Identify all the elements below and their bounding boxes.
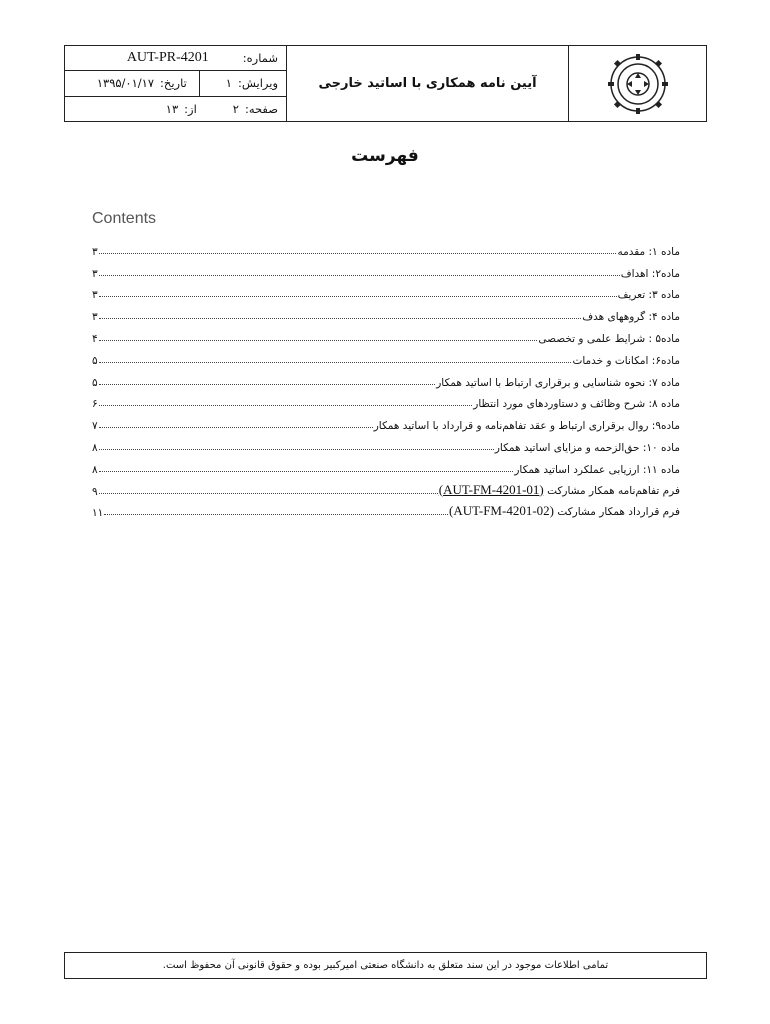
toc-entry-text: ماده۲: اهداف — [620, 267, 680, 280]
toc-leader — [99, 340, 538, 341]
toc-entry-page: ۵ — [92, 376, 98, 389]
toc-entry-page: ۳ — [92, 267, 98, 280]
toc-entry[interactable] — [92, 432, 680, 454]
document-title: آیین نامه همکاری با اساتید خارجی — [286, 46, 568, 121]
toc-leader — [99, 405, 473, 406]
toc-leader — [99, 384, 436, 385]
toc-entry[interactable] — [92, 476, 680, 498]
date-label: تاریخ: — [160, 76, 187, 91]
toc-leader — [99, 449, 494, 450]
toc-entry-text: ماده ۳: تعریف — [617, 289, 680, 302]
of-label: از: — [184, 101, 197, 116]
toc-entry-text: ماده۶: امکانات و خدمات — [572, 354, 680, 367]
toc-entry[interactable] — [92, 389, 680, 411]
page-label: صفحه: — [244, 101, 278, 116]
meta-row-number — [65, 46, 286, 70]
date-value: ۱۳۹۵/۰۱/۱۷ — [96, 76, 155, 91]
toc-entry-page: ۴ — [92, 332, 98, 345]
toc-entry[interactable] — [92, 454, 680, 476]
toc-leader — [99, 275, 620, 276]
toc-entry-text: ماده ۱: مقدمه — [617, 245, 680, 258]
page-value: ۲ — [232, 101, 239, 116]
toc-entry-text — [449, 503, 680, 519]
toc-entry-page: ۳ — [92, 245, 98, 258]
toc-entry-text: ماده۵ : شرایط علمی و تخصصی — [538, 332, 680, 345]
meta-row-page — [65, 96, 286, 121]
toc-leader — [99, 493, 438, 494]
toc-leader — [99, 296, 617, 297]
of-value: ۱۳ — [165, 101, 179, 116]
toc-leader — [99, 318, 582, 319]
university-seal-icon — [606, 52, 670, 116]
toc-entry-page: ۱۱ — [92, 507, 104, 520]
toc-entry[interactable] — [92, 367, 680, 389]
toc-entry[interactable] — [92, 410, 680, 432]
toc-entry-code: (AUT-FM-4201-02) — [449, 503, 554, 519]
footer-notice: تمامی اطلاعات موجود در این سند متعلق به دانشگاه صنعتی امیرکبیر بوده و حقوق قانونی آن محفوظ است. — [64, 952, 707, 979]
document-header — [64, 45, 707, 122]
toc-entry-page: ۸ — [92, 441, 98, 454]
toc-entry-label: فرم قرارداد همکار مشارکت — [557, 506, 680, 519]
toc-entry-text: ماده۹: روال برقراری ارتباط و عقد تفاهم‌نامه و قرارداد با اساتید همکار — [373, 420, 680, 433]
toc-entry-page: ۳ — [92, 289, 98, 302]
contents-heading: Contents — [92, 210, 157, 227]
toc-entry-page: ۶ — [92, 398, 98, 411]
toc-entry-text — [439, 482, 680, 498]
toc-leader — [99, 253, 617, 254]
table-of-contents — [92, 236, 680, 519]
toc-entry[interactable] — [92, 323, 680, 345]
toc-entry-page: ۷ — [92, 420, 98, 433]
toc-entry[interactable] — [92, 498, 680, 520]
toc-leader — [99, 471, 514, 472]
toc-entry-page: ۸ — [92, 463, 98, 476]
revision-value: ۱ — [225, 76, 232, 91]
meta-row-revision — [65, 70, 286, 95]
toc-entry-text: ماده ۴: گروههای هدف — [582, 311, 680, 324]
toc-entry[interactable] — [92, 301, 680, 323]
number-label: شماره: — [242, 51, 278, 66]
revision-label: ویرایش: — [237, 76, 278, 91]
logo-cell — [568, 46, 706, 121]
toc-entry[interactable] — [92, 258, 680, 280]
toc-leader — [99, 427, 373, 428]
toc-leader — [104, 514, 448, 515]
toc-leader — [99, 362, 572, 363]
toc-entry[interactable] — [92, 236, 680, 258]
toc-entry-page: ۹ — [92, 485, 98, 498]
toc-entry-page: ۳ — [92, 311, 98, 324]
toc-entry-label: فرم تفاهم‌نامه همکار مشارکت — [547, 484, 680, 497]
meta-divider — [199, 71, 200, 95]
toc-entry[interactable] — [92, 280, 680, 302]
toc-entry-text: ماده ۸: شرح وظائف و دستاوردهای مورد انتظار — [473, 398, 680, 411]
toc-entry-text: ماده ۷: نحوه شناسایی و برقراری ارتباط با اساتید همکار — [436, 376, 680, 389]
toc-title: فهرست — [351, 146, 419, 166]
toc-entry-page: ۵ — [92, 354, 98, 367]
toc-entry-text: ماده ۱۱: ارزیابی عملکرد اساتید همکار — [514, 463, 680, 476]
toc-entry-text: ماده ۱۰: حق‌الزحمه و مزایای اساتید همکار — [494, 441, 680, 454]
toc-entry-code: (AUT-FM-4201-01) — [438, 481, 544, 497]
number-value: AUT-PR-4201 — [126, 50, 209, 66]
toc-entry[interactable] — [92, 345, 680, 367]
meta-cell — [65, 46, 286, 121]
